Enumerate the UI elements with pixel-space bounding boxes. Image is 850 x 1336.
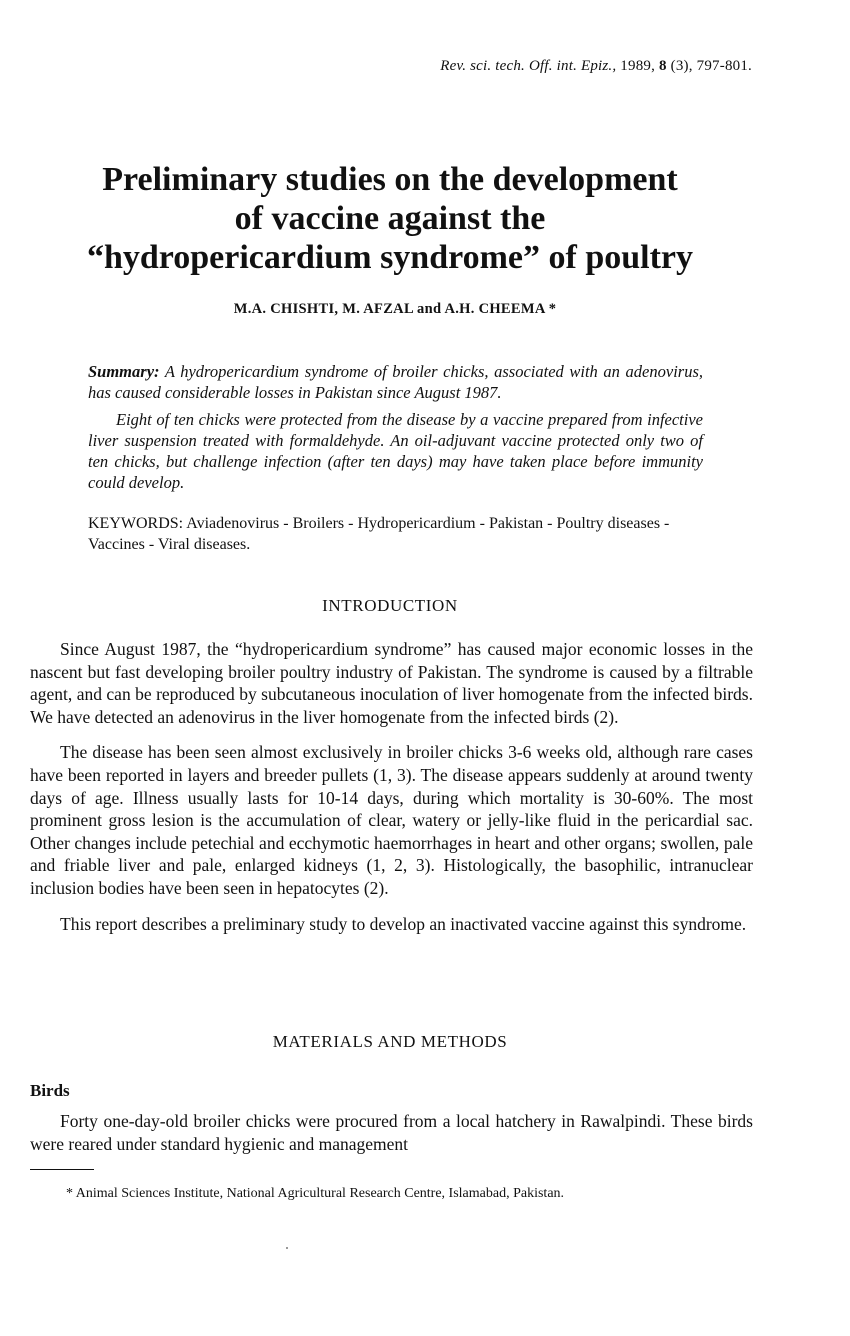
summary-paragraph-2: Eight of ten chicks were protected from the disease by a vaccine prepared from infective liver suspension treated with formaldehyde. An oil-adjuvant vaccine protected only two of ten chicks, but challenge infection (after ten days) may have taken place before immunity could develop. [88, 410, 703, 492]
journal-year: 1989, [620, 58, 656, 74]
intro-paragraph-2: The disease has been seen almost exclusively in broiler chicks 3-6 weeks old, although rare cases have been reported in layers and breeder pullets (1, 3). The disease appears suddenly at around twenty days of age. Illness usually lasts for 10-14 days, during which mortality is 30-60%. The most prominent gross lesion is the accumulation of clear, watery or jelly-like fluid in the pericardial sac. Other changes include petechial and ecchymotic haemorrhages in heart and other organs; swollen, pale and friable liver and pale, enlarged kidneys (1, 2, 3). Histologically, the basophilic, intranuclear inclusion bodies have been seen in hepatocytes (2). [30, 742, 753, 898]
methods-heading: MATERIALS AND METHODS [272, 1032, 508, 1051]
summary-text-1: A hydropericardium syndrome of broiler chicks, associated with an adenovirus, has caused considerable losses in Pakistan since August 1987. [88, 362, 703, 402]
footnote: * Animal Sciences Institute, National Agricultural Research Centre, Islamabad, Pakistan. [66, 1186, 565, 1201]
birds-subheading: Birds [30, 1081, 70, 1100]
summary [88, 361, 703, 493]
journal-issue-pages: (3), 797-801. [670, 58, 752, 74]
title-line-1: Preliminary studies on the development [102, 161, 678, 198]
title-line-2: of vaccine against the [234, 200, 546, 237]
birds-body [30, 1110, 753, 1168]
intro-paragraph-1: Since August 1987, the “hydropericardium syndrome” has caused major economic losses in the nascent but fast developing broiler poultry industry of Pakistan. The syndrome is caused by a filtrable agent, and can be reproduced by subcutaneous inoculation of liver homogenate from the infected birds. We have detected an adenovirus in the liver homogenate from the infected birds (2). [30, 639, 753, 727]
speck-mark [286, 1247, 288, 1249]
authors: M.A. CHISHTI, M. AFZAL and A.H. CHEEMA * [233, 301, 557, 317]
summary-label: Summary: [88, 362, 160, 381]
journal-volume: 8 [659, 58, 667, 74]
journal-reference [440, 58, 752, 75]
keywords: KEYWORDS: Aviadenovirus - Broilers - Hydropericardium - Pakistan - Poultry diseases - Vaccines - Viral diseases. [88, 515, 670, 553]
title-line-3: “hydropericardium syndrome” of poultry [86, 239, 694, 276]
journal-name: Rev. sci. tech. Off. int. Epiz., [440, 58, 617, 74]
paper-title [40, 160, 740, 277]
summary-paragraph-1 [88, 361, 703, 403]
intro-paragraph-3: This report describes a preliminary study to develop an inactivated vaccine against this syndrome. [60, 913, 747, 934]
footnote-rule [30, 1169, 94, 1170]
introduction-heading: INTRODUCTION [322, 596, 458, 615]
birds-paragraph: Forty one-day-old broiler chicks were procured from a local hatchery in Rawalpindi. These birds were reared under standard hygienic and management [30, 1111, 753, 1154]
introduction-body [30, 638, 753, 948]
